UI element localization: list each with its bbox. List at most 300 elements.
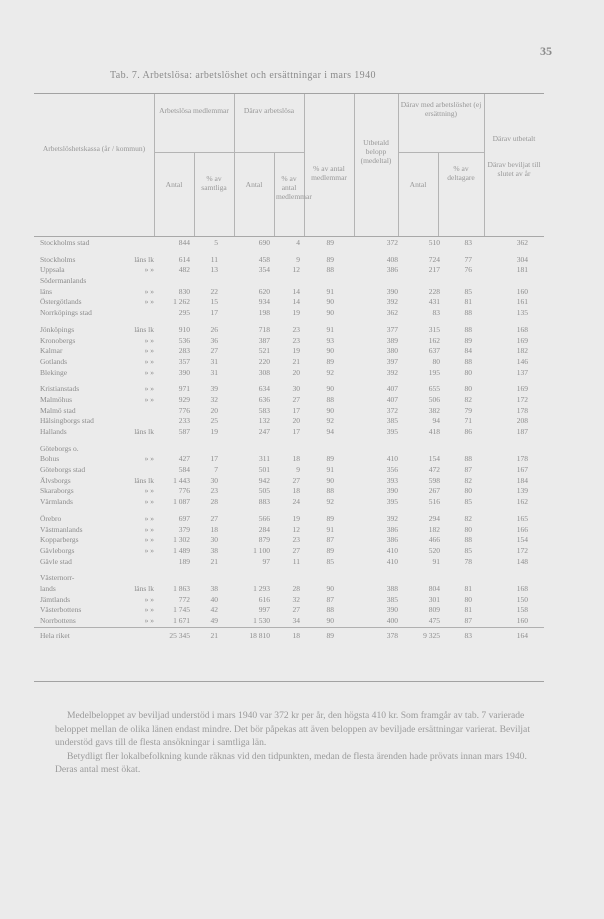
row-value: 25 345: [169, 630, 190, 640]
row-value: 92: [326, 367, 334, 377]
row-name: Stockholms: [40, 254, 76, 264]
row-value: 472: [428, 465, 440, 475]
row-value: 85: [464, 545, 472, 555]
row-value: 228: [428, 286, 440, 296]
row-value: 583: [258, 405, 270, 415]
row-value: 32: [210, 394, 218, 404]
row-name: Gävleborgs: [40, 545, 75, 555]
table-row: [34, 546, 544, 557]
row-value: 697: [178, 513, 190, 523]
row-name: Värmlands: [40, 497, 73, 507]
row-value: 90: [326, 405, 334, 415]
row-value: 5: [214, 238, 218, 247]
row-value: 362: [386, 308, 398, 318]
row-value: 616: [258, 594, 270, 604]
row-value: 77: [464, 254, 472, 264]
row-value: 94: [432, 416, 440, 426]
row-value: 181: [516, 265, 528, 275]
row-value: 23: [292, 335, 300, 345]
row-value: 71: [464, 416, 472, 426]
row-value: 89: [326, 356, 334, 366]
header-antal-3: Antal: [409, 180, 427, 189]
row-unit: » »: [144, 346, 154, 356]
row-value: 1 745: [173, 605, 190, 615]
row-value: 356: [386, 465, 398, 475]
row-value: 81: [464, 297, 472, 307]
table-row: [34, 454, 544, 465]
row-value: 11: [210, 254, 218, 264]
row-value: 942: [258, 475, 270, 485]
row-name: Norrköpings stad: [40, 308, 92, 318]
row-value: 89: [326, 454, 334, 464]
row-value: 883: [258, 497, 270, 507]
row-value: 19: [292, 308, 300, 318]
row-value: 150: [516, 594, 528, 604]
table-row: [34, 616, 544, 627]
row-name: Jämtlands: [40, 594, 70, 604]
row-value: 87: [326, 535, 334, 545]
row-value: 76: [464, 265, 472, 275]
table-header: [34, 94, 544, 237]
table-total-row: [34, 627, 544, 644]
row-name: Älvsborgs: [40, 475, 71, 485]
row-name: Hela riket: [40, 630, 70, 640]
row-value: 634: [258, 384, 270, 394]
row-value: 400: [386, 616, 398, 625]
row-value: 393: [386, 475, 398, 485]
row-value: 372: [386, 238, 398, 247]
row-value: 19: [292, 513, 300, 523]
row-value: 80: [464, 486, 472, 496]
row-value: 407: [386, 394, 398, 404]
row-unit: läns lk: [134, 583, 154, 593]
row-value: 1 671: [173, 616, 190, 625]
row-name: Bohus: [40, 454, 60, 464]
row-unit: » »: [144, 384, 154, 394]
row-value: 92: [326, 497, 334, 507]
row-value: 997: [258, 605, 270, 615]
row-value: 388: [386, 583, 398, 593]
row-value: 389: [386, 335, 398, 345]
row-value: 385: [386, 416, 398, 426]
header-pct-4: % av deltagare: [447, 164, 475, 182]
row-value: 160: [516, 616, 528, 625]
row-unit: » »: [144, 394, 154, 404]
row-value: 390: [386, 605, 398, 615]
row-value: 521: [258, 346, 270, 356]
row-value: 87: [326, 594, 334, 604]
header-pct-3: % av antal medlemmar: [311, 164, 347, 182]
row-value: 1 302: [173, 535, 190, 545]
row-value: 934: [258, 297, 270, 307]
row-value: 27: [292, 545, 300, 555]
row-value: 12: [292, 524, 300, 534]
row-value: 17: [292, 405, 300, 415]
row-value: 184: [516, 475, 528, 485]
row-value: 38: [210, 545, 218, 555]
row-value: 1 087: [173, 497, 190, 507]
row-value: 162: [428, 335, 440, 345]
row-value: 178: [516, 405, 528, 415]
row-value: 91: [326, 324, 334, 334]
row-unit: » »: [144, 605, 154, 615]
row-value: 382: [428, 405, 440, 415]
header-group-arbetslosa: Arbetslösa medlemmar: [159, 106, 229, 115]
row-value: 82: [464, 513, 472, 523]
row-value: 598: [428, 475, 440, 485]
table-row: [34, 476, 544, 487]
row-value: 208: [516, 416, 528, 426]
row-value: 182: [428, 524, 440, 534]
row-name: Göteborgs stad: [40, 465, 86, 475]
row-value: 90: [326, 308, 334, 318]
header-group-utbetalt: Därav utbetalt: [492, 134, 536, 143]
row-value: 362: [516, 238, 528, 247]
row-unit: » »: [144, 545, 154, 555]
row-value: 178: [516, 454, 528, 464]
row-value: 79: [464, 405, 472, 415]
row-value: 22: [210, 286, 218, 296]
row-name: Malmö stad: [40, 405, 76, 415]
row-value: 27: [210, 513, 218, 523]
row-unit: » »: [144, 535, 154, 545]
row-value: 18: [210, 524, 218, 534]
row-unit: » »: [144, 335, 154, 345]
table-row: [34, 573, 544, 584]
row-value: 80: [464, 524, 472, 534]
row-unit: » »: [144, 594, 154, 604]
row-value: 158: [516, 605, 528, 615]
table-row: [34, 384, 544, 395]
row-value: 85: [464, 497, 472, 507]
row-name: Uppsala: [40, 265, 65, 275]
row-value: 844: [178, 238, 190, 247]
row-value: 655: [428, 384, 440, 394]
row-value: 135: [516, 308, 528, 318]
row-value: 776: [178, 486, 190, 496]
row-value: 90: [326, 346, 334, 356]
row-value: 295: [178, 308, 190, 318]
header-antal-2: Antal: [245, 180, 263, 189]
row-value: 23: [292, 535, 300, 545]
row-value: 15: [210, 297, 218, 307]
row-value: 89: [326, 545, 334, 555]
row-name: Kristianstads: [40, 384, 80, 394]
row-value: 89: [326, 238, 334, 247]
row-value: 83: [464, 238, 472, 247]
row-name: Kronobergs: [40, 335, 76, 345]
row-value: 28: [292, 583, 300, 593]
row-name: Stockholms stad: [40, 238, 90, 247]
row-value: 78: [464, 556, 472, 566]
row-value: 83: [464, 630, 472, 640]
row-name: Skaraborgs: [40, 486, 74, 496]
row-value: 137: [516, 367, 528, 377]
row-value: 85: [326, 556, 334, 566]
row-value: 1 863: [173, 583, 190, 593]
row-value: 458: [258, 254, 270, 264]
row-value: 4: [296, 238, 300, 247]
row-value: 168: [516, 324, 528, 334]
row-value: 85: [464, 286, 472, 296]
row-value: 82: [464, 475, 472, 485]
row-value: 357: [178, 356, 190, 366]
row-value: 21: [292, 356, 300, 366]
row-value: 9 325: [423, 630, 440, 640]
header-pct-2: % av antal medlemmar: [276, 174, 312, 201]
row-value: 90: [326, 583, 334, 593]
row-name: Hälsingborgs stad: [40, 416, 94, 426]
row-value: 88: [464, 324, 472, 334]
row-value: 395: [386, 497, 398, 507]
row-value: 88: [464, 454, 472, 464]
row-value: 929: [178, 394, 190, 404]
row-value: 386: [386, 524, 398, 534]
row-value: 407: [386, 384, 398, 394]
table-row: [34, 308, 544, 319]
row-value: 83: [432, 308, 440, 318]
row-value: 385: [386, 594, 398, 604]
row-value: 408: [386, 254, 398, 264]
table-row: [34, 336, 544, 347]
row-value: 169: [516, 335, 528, 345]
row-value: 23: [292, 324, 300, 334]
row-value: 88: [464, 308, 472, 318]
row-value: 410: [386, 454, 398, 464]
page-number: 35: [540, 44, 552, 58]
row-value: 308: [258, 367, 270, 377]
table-row: [34, 297, 544, 308]
row-value: 387: [258, 335, 270, 345]
row-value: 164: [516, 630, 528, 640]
row-value: 315: [428, 324, 440, 334]
row-value: 354: [258, 265, 270, 275]
row-value: 267: [428, 486, 440, 496]
row-unit: » »: [144, 513, 154, 523]
row-value: 520: [428, 545, 440, 555]
row-name: Blekinge: [40, 367, 68, 377]
row-value: 390: [386, 486, 398, 496]
row-value: 501: [258, 465, 270, 475]
row-value: 198: [258, 308, 270, 318]
row-value: 971: [178, 384, 190, 394]
row-name: Västernorr-: [40, 573, 75, 583]
row-value: 42: [210, 605, 218, 615]
row-value: 88: [464, 535, 472, 545]
row-value: 166: [516, 524, 528, 534]
row-unit: läns lk: [134, 254, 154, 264]
row-value: 90: [326, 475, 334, 485]
row-value: 304: [516, 254, 528, 264]
row-value: 283: [178, 346, 190, 356]
row-value: 27: [292, 394, 300, 404]
row-value: 139: [516, 486, 528, 496]
row-name: Västerbottens: [40, 605, 82, 615]
table-row: [34, 465, 544, 476]
row-value: 19: [292, 346, 300, 356]
row-value: 311: [259, 454, 270, 464]
row-value: 217: [428, 265, 440, 275]
row-value: 18 810: [249, 630, 270, 640]
table-row: [34, 444, 544, 455]
row-value: 97: [262, 556, 270, 566]
row-value: 30: [210, 535, 218, 545]
table-row: [34, 357, 544, 368]
table-row: [34, 255, 544, 266]
table-row: [34, 416, 544, 427]
table-row: [34, 584, 544, 595]
table-row: [34, 486, 544, 497]
row-value: 91: [326, 465, 334, 475]
row-value: 718: [258, 324, 270, 334]
row-value: 25: [210, 416, 218, 426]
paragraph-1: Medelbeloppet av beviljad understöd i mars 1940 var 372 kr per år, den högsta 410 kr. Som framgår av tab. 7 varierade beloppet mellan de olika länen endast mindre. Det bör påpekas att även beloppen av beviljade ersättningar varierat. Beviljat understöd gavs till de flesta ansökningar i samtliga län.: [55, 710, 530, 749]
row-value: 7: [214, 465, 218, 475]
row-name: Jönköpings: [40, 324, 75, 334]
table-row: [34, 535, 544, 546]
row-name: Södermanlands: [40, 276, 87, 286]
row-value: 390: [386, 286, 398, 296]
row-value: 31: [210, 367, 218, 377]
row-value: 89: [326, 513, 334, 523]
row-value: 80: [464, 384, 472, 394]
header-group-kassa: Arbetslöshetskassa (år / kommun): [42, 144, 146, 153]
table-row: [34, 497, 544, 508]
header-pct-1: % av samtliga: [201, 174, 227, 192]
row-name: Örebro: [40, 513, 62, 523]
row-value: 169: [516, 384, 528, 394]
row-value: 84: [464, 346, 472, 356]
header-antal-1: Antal: [165, 180, 183, 189]
row-value: 804: [428, 583, 440, 593]
row-unit: » »: [144, 356, 154, 366]
row-value: 482: [178, 265, 190, 275]
row-name: Kopparbergs: [40, 535, 79, 545]
row-value: 536: [178, 335, 190, 345]
row-unit: läns lk: [134, 475, 154, 485]
row-value: 636: [258, 394, 270, 404]
row-value: 92: [326, 416, 334, 426]
row-value: 88: [326, 394, 334, 404]
row-value: 182: [516, 346, 528, 356]
row-name: Hallands: [40, 427, 67, 436]
header-group-arsrapport: Utbetald belopp (medeltal): [360, 138, 392, 165]
row-value: 30: [210, 475, 218, 485]
table-row: [34, 605, 544, 616]
row-name: Östergötlands: [40, 297, 82, 307]
row-value: 378: [386, 630, 398, 640]
row-value: 410: [386, 556, 398, 566]
paragraph-2: Betydligt fler lokalbefolkning kunde räknas vid den tidpunkten, medan de flesta ärenden hade prövats innan mars 1940. Deras antal mest ökat.: [55, 750, 527, 776]
row-value: 88: [326, 605, 334, 615]
row-value: 91: [326, 286, 334, 296]
row-value: 637: [428, 346, 440, 356]
row-value: 690: [258, 238, 270, 247]
row-value: 13: [210, 265, 218, 275]
row-value: 18: [292, 486, 300, 496]
row-value: 27: [292, 475, 300, 485]
row-value: 1 489: [173, 545, 190, 555]
row-value: 18: [292, 630, 300, 640]
row-value: 9: [296, 465, 300, 475]
row-value: 614: [178, 254, 190, 264]
header-group-darav: Därav arbetslösa: [243, 106, 295, 115]
row-unit: » »: [144, 454, 154, 464]
body-text: [55, 709, 545, 777]
row-value: 189: [178, 556, 190, 566]
row-value: 28: [210, 497, 218, 507]
row-value: 88: [464, 356, 472, 366]
row-value: 94: [326, 427, 334, 436]
row-value: 20: [292, 416, 300, 426]
row-value: 830: [178, 286, 190, 296]
row-value: 89: [326, 254, 334, 264]
row-value: 91: [432, 556, 440, 566]
row-value: 24: [292, 497, 300, 507]
row-value: 21: [210, 556, 218, 566]
row-value: 1 100: [253, 545, 270, 555]
table-row: [34, 595, 544, 606]
row-value: 167: [516, 465, 528, 475]
row-value: 506: [428, 394, 440, 404]
row-value: 431: [428, 297, 440, 307]
row-value: 27: [292, 605, 300, 615]
row-value: 89: [464, 335, 472, 345]
row-value: 516: [428, 497, 440, 507]
row-value: 38: [210, 583, 218, 593]
row-value: 372: [386, 405, 398, 415]
row-value: 20: [210, 405, 218, 415]
row-value: 89: [326, 630, 334, 640]
row-value: 392: [386, 513, 398, 523]
row-unit: » »: [144, 297, 154, 307]
row-value: 187: [516, 427, 528, 436]
row-name: Malmöhus: [40, 394, 73, 404]
row-value: 90: [326, 384, 334, 394]
table-row: [34, 276, 544, 287]
row-value: 87: [464, 616, 472, 625]
row-name: Gävle stad: [40, 556, 72, 566]
table-row: [34, 514, 544, 525]
row-value: 17: [292, 427, 300, 436]
row-unit: » »: [144, 286, 154, 296]
row-value: 148: [516, 556, 528, 566]
row-value: 40: [210, 594, 218, 604]
row-value: 90: [326, 297, 334, 307]
row-unit: » »: [144, 524, 154, 534]
row-value: 1 443: [173, 475, 190, 485]
table-row: [34, 287, 544, 298]
row-value: 776: [178, 405, 190, 415]
row-value: 809: [428, 605, 440, 615]
row-value: 12: [292, 265, 300, 275]
row-value: 1 530: [253, 616, 270, 625]
row-value: 17: [210, 308, 218, 318]
row-value: 146: [516, 356, 528, 366]
row-value: 390: [178, 367, 190, 377]
header-group-arbetsloshet: Därav med arbetslöshet (ej ersättning): [400, 100, 482, 118]
row-value: 82: [464, 394, 472, 404]
row-value: 475: [428, 616, 440, 625]
row-value: 88: [326, 486, 334, 496]
row-value: 172: [516, 545, 528, 555]
row-unit: » »: [144, 497, 154, 507]
row-name: läns: [40, 286, 53, 296]
row-value: 724: [428, 254, 440, 264]
row-value: 30: [292, 384, 300, 394]
row-value: 1 262: [173, 297, 190, 307]
table-row: [34, 265, 544, 276]
